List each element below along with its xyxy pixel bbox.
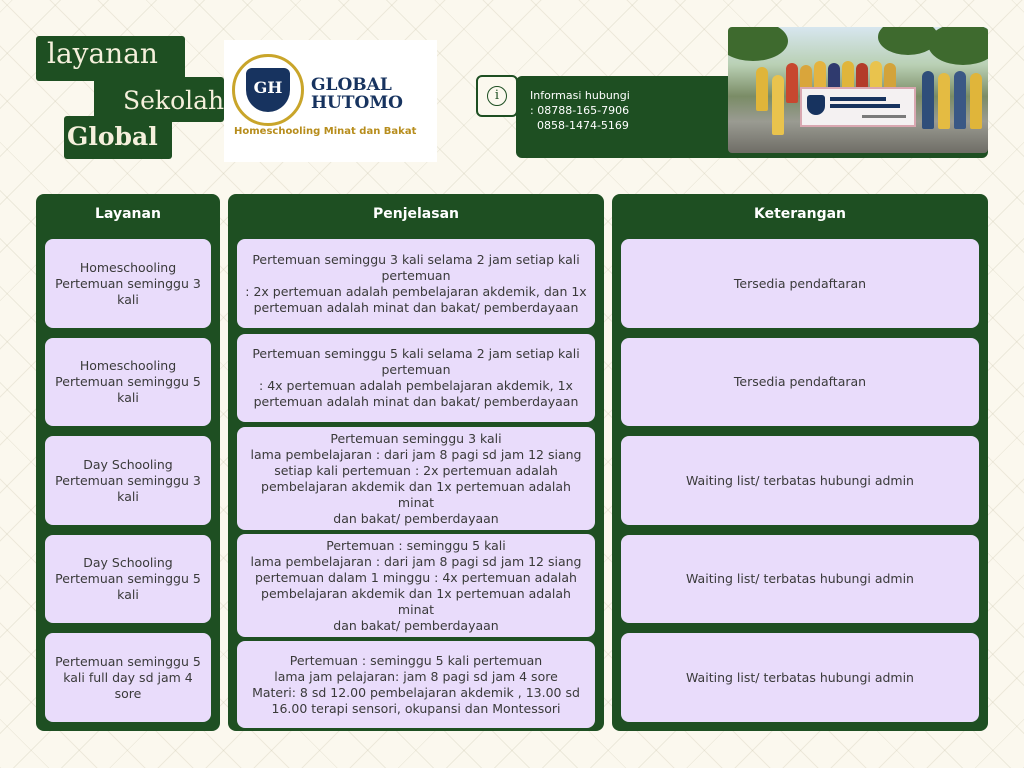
title-line-global: Global [64,116,172,159]
cell-penjelasan-4: Pertemuan : seminggu 5 kali lama pembelajaran : dari jam 8 pagi sd jam 12 siang pertemuan dalam 1 minggu : 4x pertemuan adalah pembelajaran akdemik dan 1x pertemuan adalah minat dan bakat/ pemberdayaan [237,534,595,637]
cell-penjelasan-5: Pertemuan : seminggu 5 kali pertemuan lama jam pelajaran: jam 8 pagi sd jam 4 sore Materi: 8 sd 12.00 pembelajaran akdemik , 13.00 sd 16.00 terapi sensori, okupansi dan Montessori [237,641,595,728]
cell-layanan-4: Day Schooling Pertemuan seminggu 5 kali [45,535,211,623]
cell-layanan-1: Homeschooling Pertemuan seminggu 3 kali [45,239,211,328]
header-penjelasan: Penjelasan [372,206,459,222]
cell-keterangan-2: Tersedia pendaftaran [621,338,979,426]
group-photo [728,27,988,153]
cell-layanan-3: Day Schooling Pertemuan seminggu 3 kali [45,436,211,525]
cell-layanan-2: Homeschooling Pertemuan seminggu 5 kali [45,338,211,426]
header-layanan: Layanan [95,206,161,222]
logo-shield: GH [246,68,290,112]
contact-phone-1: : 08788-165-7906 [530,104,630,117]
contact-phone-2: 0858-1474-5169 [530,119,629,132]
cell-keterangan-1: Tersedia pendaftaran [621,239,979,328]
school-logo [224,40,437,162]
cell-keterangan-3: Waiting list/ terbatas hubungi admin [621,436,979,525]
logo-tagline: Homeschooling Minat dan Bakat [234,126,417,137]
cell-keterangan-5: Waiting list/ terbatas hubungi admin [621,633,979,722]
contact-label: Informasi hubungi [530,89,630,102]
photo-banner [800,87,916,127]
header-keterangan: Keterangan [753,206,847,222]
cell-penjelasan-1: Pertemuan seminggu 3 kali selama 2 jam setiap kali pertemuan : 2x pertemuan adalah pembelajaran akdemik, dan 1x pertemuan adalah minat dan bakat/ pemberdayaan [237,239,595,328]
logo-emblem-icon [232,54,304,126]
column-layanan [36,194,220,731]
cell-layanan-5: Pertemuan seminggu 5 kali full day sd jam 4 sore [45,633,211,722]
column-penjelasan [228,194,604,731]
info-icon: i [476,75,518,117]
column-keterangan [612,194,988,731]
cell-penjelasan-2: Pertemuan seminggu 5 kali selama 2 jam setiap kali pertemuan : 4x pertemuan adalah pembelajaran akdemik, 1x pertemuan adalah minat dan bakat/ pemberdayaan [237,334,595,422]
cell-penjelasan-3: Pertemuan seminggu 3 kali lama pembelajaran : dari jam 8 pagi sd jam 12 siang setiap kali pertemuan : 2x pertemuan adalah pembelajaran akdemik dan 1x pertemuan adalah minat dan bakat/ pemberdayaan [237,427,595,530]
logo-name-line2: HUTOMO [311,93,403,113]
logo-name [311,76,403,112]
title-line-layanan: layanan [36,36,185,81]
title-line-sekolah: Sekolah [94,77,224,122]
logo-name-line1: GLOBAL [311,75,392,95]
cell-keterangan-4: Waiting list/ terbatas hubungi admin [621,535,979,623]
